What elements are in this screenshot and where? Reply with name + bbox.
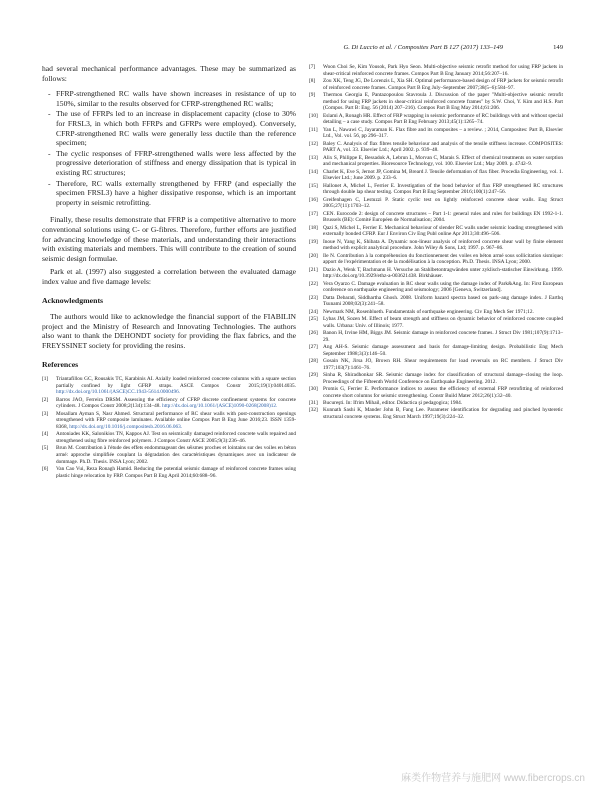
reference-text: Newmark NM, Rosenblueth. Fundamentals of earthquake engineering. Civ Eng Mech Ser 1971;12.: [323, 308, 534, 315]
reference-number: [24]: [309, 308, 318, 315]
reference-number: [4]: [42, 431, 49, 438]
acknowledgments-heading: Acknowledgments: [42, 296, 104, 306]
reference-item: [309, 64, 563, 77]
reference-text: Thermou Georgia E, Pantazopoulou Stavroula J. Discussion of the paper "Multi-objective seismic retrofit method for using FRP jackets in shear-critical reinforced concrete frames" by S.W. Choi, Y. Kim and H.S. Part (Compos. Part B: Eng. 56 (2014) 207–216). Compos Part B Eng May 2014;61:206.: [323, 92, 563, 112]
reference-number: [7]: [309, 64, 316, 70]
reference-text: Charlet K, Eve S, Jernot JP, Gomina M, Breard J. Tensile deformation of flax fiber. Procedia Engineering, vol. 1. Elsevier Ltd.; June 2009. p. 233–6.: [323, 168, 563, 182]
reference-text: Ang AH-S. Seismic damage assessment and basis for damage-limiting design. Probabilistic Eng Mech September 1988;3(3):146–50.: [323, 344, 563, 357]
reference-number: [23]: [309, 294, 318, 301]
reference-number: [26]: [309, 330, 318, 336]
reference-text: Ile N. Contribution à la compréhension du fonctionnement des voiles en béton armé sous sollicitation sismique: apport de l'expérimentation et de la modélisation à la conception. Ph.D. Thesis. INSA Lyon; 2000.: [323, 252, 563, 266]
reference-item: [309, 407, 563, 420]
reference-text: Alix S, Philippe E, Bessadok A, Lebrun L, Morvan C, Marais S. Effect of chemical treatments on water sorption and mechanical properties. Bioresource Technology, vol. 100. Elsevier Ltd.; May 2009. p. 4742–9.: [323, 154, 563, 168]
reference-number: [1]: [42, 376, 49, 383]
reference-number: [31]: [309, 400, 318, 406]
reference-item: [309, 372, 563, 385]
reference-number: [17]: [309, 210, 318, 217]
reference-number: [11]: [309, 126, 318, 133]
reference-text: CEN. Eurocode 2: design of concrete structures – Part 1-1: general rules and rules for buildings EN 1992-1-1. Brussels (BE): Comité Européen de Normalisation; 2004.: [323, 210, 563, 224]
reference-number: [19]: [309, 238, 318, 245]
reference-text: Mosallam Ayman S, Nasr Ahmed. Structural performance of RC shear walls with post-construction openings strengthened with FRP composite laminates. Available online Compos Part B Eng June 2016;23. ISSN 1359-8368,: [56, 410, 296, 431]
reference-number: [13]: [309, 154, 318, 161]
reference-number: [29]: [309, 372, 318, 378]
reference-text: Banon H, Irvine HM, Biggs JM. Seismic damage in reinforced concrete frames. J Struct Div 1981;107(9):1713–29.: [323, 330, 563, 343]
reference-number: [14]: [309, 168, 318, 175]
references-list-right: [309, 64, 563, 421]
reference-number: [20]: [309, 252, 318, 259]
left-column: [42, 64, 296, 480]
reference-item: [42, 466, 296, 479]
intro-paragraph: had several mechanical performance advantages. These may be summarized as follows:: [42, 64, 296, 83]
reference-number: [12]: [309, 140, 318, 147]
reference-item: [309, 253, 563, 266]
reference-number: [15]: [309, 182, 318, 189]
reference-item: [309, 309, 563, 316]
reference-text: Gosain NK, Jirsa JO, Brown RH. Shear requirements for load reversals on RC members. J Struct Div 1977;103(7):1461–76.: [323, 358, 563, 371]
reference-number: [21]: [309, 266, 318, 273]
reference-text: Sinha R, Shiradhonkar SR. Seismic damage index for classification of structural damage–closing the loop. Proceedings of the Fifteenth World Conference on Earthquake Engineering. 2012.: [323, 372, 563, 385]
reference-item: [309, 113, 563, 126]
reference-text: Barros JAO, Ferreira DRSM. Assessing the efficiency of CFRP discrete confinement systems for concrete cylinders. J Compos Constr 2008;2(134):134–48.: [56, 396, 296, 410]
reference-item: [42, 411, 296, 431]
reference-text: Van Cao Vui, Reza Ronagh Hamid. Reducing the potential seismic damage of reinforced concrete frames using plastic hinge relocation by FRP. Compos Part B Eng April 2014;60:688–96.: [56, 466, 296, 479]
reference-text: Triantafillou GC, Rousakis TC, Karabinis AI. Axially loaded reinforced concrete columns with a square section partially confined by light GFRP straps. ASCE Compos Constr 2015;19(1):04014035.: [56, 376, 296, 389]
reference-text: Datta Debarati, Siddhartha Ghosh. 2008. Uniform hazard spectra based on park–ang damage index. J Earthq Tsunami 2008;02(3):241–58.: [323, 294, 563, 308]
right-column: [309, 64, 563, 421]
reference-item: [309, 225, 563, 238]
reference-number: [8]: [309, 78, 316, 84]
bullet-item: - The cyclic responses of FFRP-strengthened walls were less affected by the progressive deterioration of stiffness and energy dissipation that is typical in existing RC structures;: [48, 149, 296, 178]
acknowledgments-text: The authors would like to acknowledge the financial support of the FIABILIN project and the Ministry of Research and Innovating Technologies. The authors also want to thank the DEHONDT society for providing the flax fabrics, and the FREYSSINET society for providing the resins.: [42, 312, 296, 350]
finally-paragraph: Finally, these results demonstrate that FFRP is a competitive alternative to more conventional solutions using C- or G-fibres. Therefore, further efforts are justified for advancing knowledge of these materials, and understanding their interactions with existing materials and members. This will contribute to the creation of sound seismic design formulae.: [42, 215, 296, 263]
reference-item: [42, 445, 296, 465]
reference-text: Dazio A, Wenk T, Bachmann H. Versuche an Stahlbetontragwänden unter zyklisch-statischer Einwirkung. 1999. http://dx.doi.org/10.3929/ethz-a-003621438. Birkhäuser.: [323, 266, 563, 280]
reference-text: Antoniades KK, Salonikios TN, Kappos AJ. Test on seismically damaged reinforced concrete walls repaired and strengthened using fibre reinforced polymers. J Compos Constr ASCE 2005;9(3):236–46.: [56, 431, 296, 445]
reference-item: [309, 92, 563, 112]
reference-text: Lybas JM, Sozen M. Effect of beam strength and stiffness on dynamic behavior of reinforced concrete coupled walls. Urbana: Univ. of Illinois; 1977.: [323, 316, 563, 329]
reference-number: [22]: [309, 280, 318, 287]
reference-item: [309, 344, 563, 357]
reference-text: Zou XK, Teng JG, De Lorenzis L, Xia SH. Optimal performance-based design of FRP jackets for seismic retrofit of reinforced concrete frames. Compos Part B Eng July–September 2007;38(5–6):584–97.: [323, 78, 563, 91]
reference-text: Yan L, Nawawi C, Jayaraman K. Flax fibre and its composites – a review. ; 2014, Composites: Part B, Elsevier Ltd., Vol. vol. 56, pp 296–317.: [323, 126, 563, 140]
reference-item: [309, 197, 563, 210]
reference-text: Kunnath Sashi K, Mander John B, Fang Lee. Parameter identification for degrading and pinched hysteretic structural concrete systems. Eng Struct March 1997;19(3):224–32.: [323, 407, 563, 420]
reference-item: [309, 400, 563, 407]
reference-text: Qazi S, Michel L, Ferrier E. Mechanical behaviour of slender RC walls under seismic loading strengthened with externally bonded CFRP. Eur J Environ Civ Eng Publ online Apr 2013;30:496–506.: [323, 224, 563, 238]
watermark: 麻类作物营养与施肥网 www.fibercrops.cn: [401, 773, 585, 784]
reference-text: Brun M. Contribution à l'étude des effets endommageant des séismes proches et lointains sur des voiles en béton armé: approche simplifiée couplant la dégradation des caractéristiques dynamiques avec un indicateur de dommage. Ph.D. Thesis. INSA Lyon; 2002.: [56, 445, 296, 465]
reference-item: [309, 386, 563, 399]
reference-number: [10]: [309, 112, 318, 119]
reference-item: [309, 78, 563, 91]
reference-item: [309, 211, 563, 224]
reference-item: [309, 281, 563, 294]
reference-item: [309, 155, 563, 168]
park-paragraph: Park et al. (1997) also suggested a correlation between the evaluated damage index value and five damage levels:: [42, 267, 296, 286]
bullet-item: - The use of FFRPs led to an increase in displacement capacity (close to 30% for FRSL3, in which both FFRPs and GFRPs were employed). Conversely, CFRP-strengthened RC walls were generally less ductile than the reference specimen;: [48, 109, 296, 147]
reference-number: [18]: [309, 224, 318, 231]
bullet-item: - FFRP-strengthened RC walls have shown increases in resistance of up to 150%, similar to the results observed for CFRP-strengthened RC walls;: [48, 89, 296, 108]
reference-text: Greifenhagen C, Lestuzzi P. Static cyclic test on lightly reinforced concrete shear walls. Eng Struct 2005;27(11):1703–12.: [323, 196, 563, 210]
reference-item: [309, 169, 563, 182]
bullet-item: - Therefore, RC walls externally strengthened by FFRP (and especially the specimen FRSL3) have a higher dissipative response, which is an important property in seismic retrofitting.: [48, 179, 296, 208]
reference-item: [309, 127, 563, 140]
running-header: [42, 44, 563, 56]
reference-doi-link[interactable]: http://dx.doi.org/10.1061/(ASCE)CC.1943-5614.0000496.: [56, 389, 181, 396]
reference-number: [28]: [309, 358, 318, 364]
reference-item: [42, 376, 296, 396]
reference-item: [309, 358, 563, 371]
reference-text: Promis G, Ferrier E. Performance indices to assess the efficiency of external FRP retrofitting of reinforced concrete short columns for seismic strengthening. Constr Build Mater 2012;26(1):32–40.: [323, 386, 563, 399]
reference-number: [9]: [309, 92, 316, 98]
reference-number: [6]: [42, 466, 49, 473]
reference-number: [32]: [309, 407, 318, 414]
reference-item: [309, 295, 563, 308]
reference-number: [27]: [309, 344, 318, 350]
reference-text: Woon Choi Se, Kim Yousok, Park Hyo Seon. Multi-objective seismic retrofit method for using FRP jackets in shear-critical reinforced concrete frames. Compos Part B Eng January 2014;56:207–16.: [323, 64, 563, 77]
reference-number: [16]: [309, 196, 318, 203]
references-heading: References: [42, 360, 79, 370]
reference-text: Baley C. Analysis of flax fibres tensile behaviour and analysis of the tensile stiffness increase. COMPOSITES: PART A, vol. 33. Elsevier Ltd.; April 2002. p. 939–48.: [323, 140, 563, 154]
reference-item: [309, 239, 563, 252]
running-title: G. Di Luccio et al. / Composites Part B 127 (2017) 133–149: [343, 44, 503, 51]
reference-item: [309, 330, 563, 343]
references-list-left: [42, 376, 296, 480]
reference-item: [42, 431, 296, 444]
reference-number: [5]: [42, 445, 49, 452]
reference-text: Eslami A, Ronagh HR. Effect of FRP wrapping in seismic performance of RC buildings with and without special detailing – a case study. Compos Part B Eng February 2013;45(1):1265–74.: [323, 112, 563, 126]
reference-item: [309, 316, 563, 329]
reference-doi-link[interactable]: http://dx.doi.org/10.1061/(ASCE)1090-0268(2008)12.: [162, 403, 278, 410]
conclusion-bullets: [42, 89, 296, 207]
reference-text: Bucureşti. In: Ifrim Mihail, editor. Didactica şi pedagogica; 1984.: [323, 400, 463, 406]
reference-doi-link[interactable]: http://dx.doi.org/10.1016/j.compositesb.2016.06.063.: [69, 424, 183, 431]
reference-number: [3]: [42, 410, 49, 417]
reference-number: [2]: [42, 396, 49, 403]
reference-text: Inoue N, Yang K, Shibata A. Dynamic non-linear analysis of reinforced concrete shear wall by finite element method with explicit analytical procedure. John Wiley & Sons, Ltd; 1997. p. 967–86.: [323, 238, 563, 252]
reference-item: [42, 397, 296, 410]
reference-text: Vera Oyarzo C. Damage evaluation in RC shear walls using the damage index of Park&Ang. In: First European conference on earthquake engineering and seismology; 2006 [Geneva, Switzerland].: [323, 280, 563, 294]
reference-number: [30]: [309, 386, 318, 392]
page-number: 149: [553, 44, 563, 51]
reference-item: [309, 267, 563, 280]
reference-text: Hallonet A, Michel L, Ferrier E. Investigation of the bond behavior of flax FRP strengthened RC structures through double lap shear testing. Compos Part B Eng September 2016;100(1):247–56.: [323, 182, 563, 196]
reference-item: [309, 141, 563, 154]
reference-number: [25]: [309, 316, 318, 322]
reference-item: [309, 183, 563, 196]
